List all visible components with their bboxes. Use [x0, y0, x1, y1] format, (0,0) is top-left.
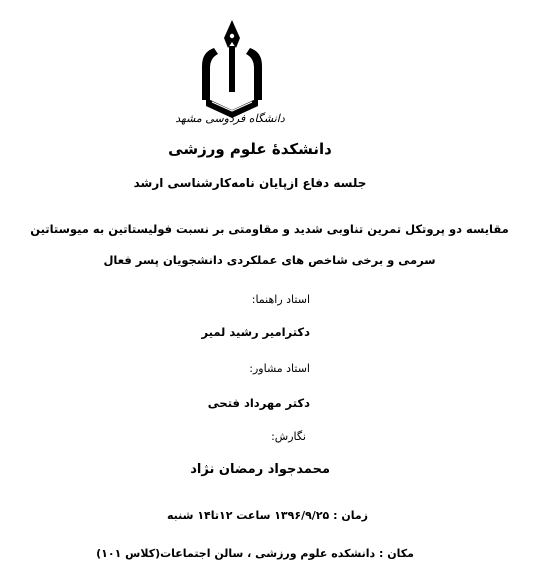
- supervisor-label: استاد راهنما:: [251, 293, 310, 306]
- session-time: زمان : ۱۳۹۶/۹/۲۵ ساعت ۱۲تا۱۴ شنبه: [167, 509, 368, 522]
- advisor-name: دکتر مهرداد فتحی: [207, 396, 310, 410]
- thesis-title-line-1: مقایسه دو پروتکل تمرین تناوبی شدید و مقاومتی بر نسبت فولیستاتین به میوستاتین: [30, 222, 509, 236]
- advisor-label: استاد مشاور:: [249, 362, 310, 375]
- faculty-title: دانشکدۀ علوم ورزشی: [168, 140, 332, 158]
- logo-caption: دانشگاه فردوسی مشهد: [175, 112, 285, 125]
- supervisor-name: دکترامیر رشید لمیر: [201, 325, 310, 339]
- thesis-title-line-2: سرمی و برخی شاخص های عملکردی دانشجویان پسر فعال: [103, 253, 436, 267]
- author-name: محمدجواد رمضان نژاد: [190, 462, 330, 477]
- session-place: مکان : دانشکده علوم ورزشی ، سالن اجتماعات(کلاس ۱۰۱): [96, 547, 414, 560]
- author-label: نگارش:: [271, 430, 306, 443]
- session-title: جلسه دفاع ازپایان نامه‌کارشناسی ارشد: [133, 176, 367, 190]
